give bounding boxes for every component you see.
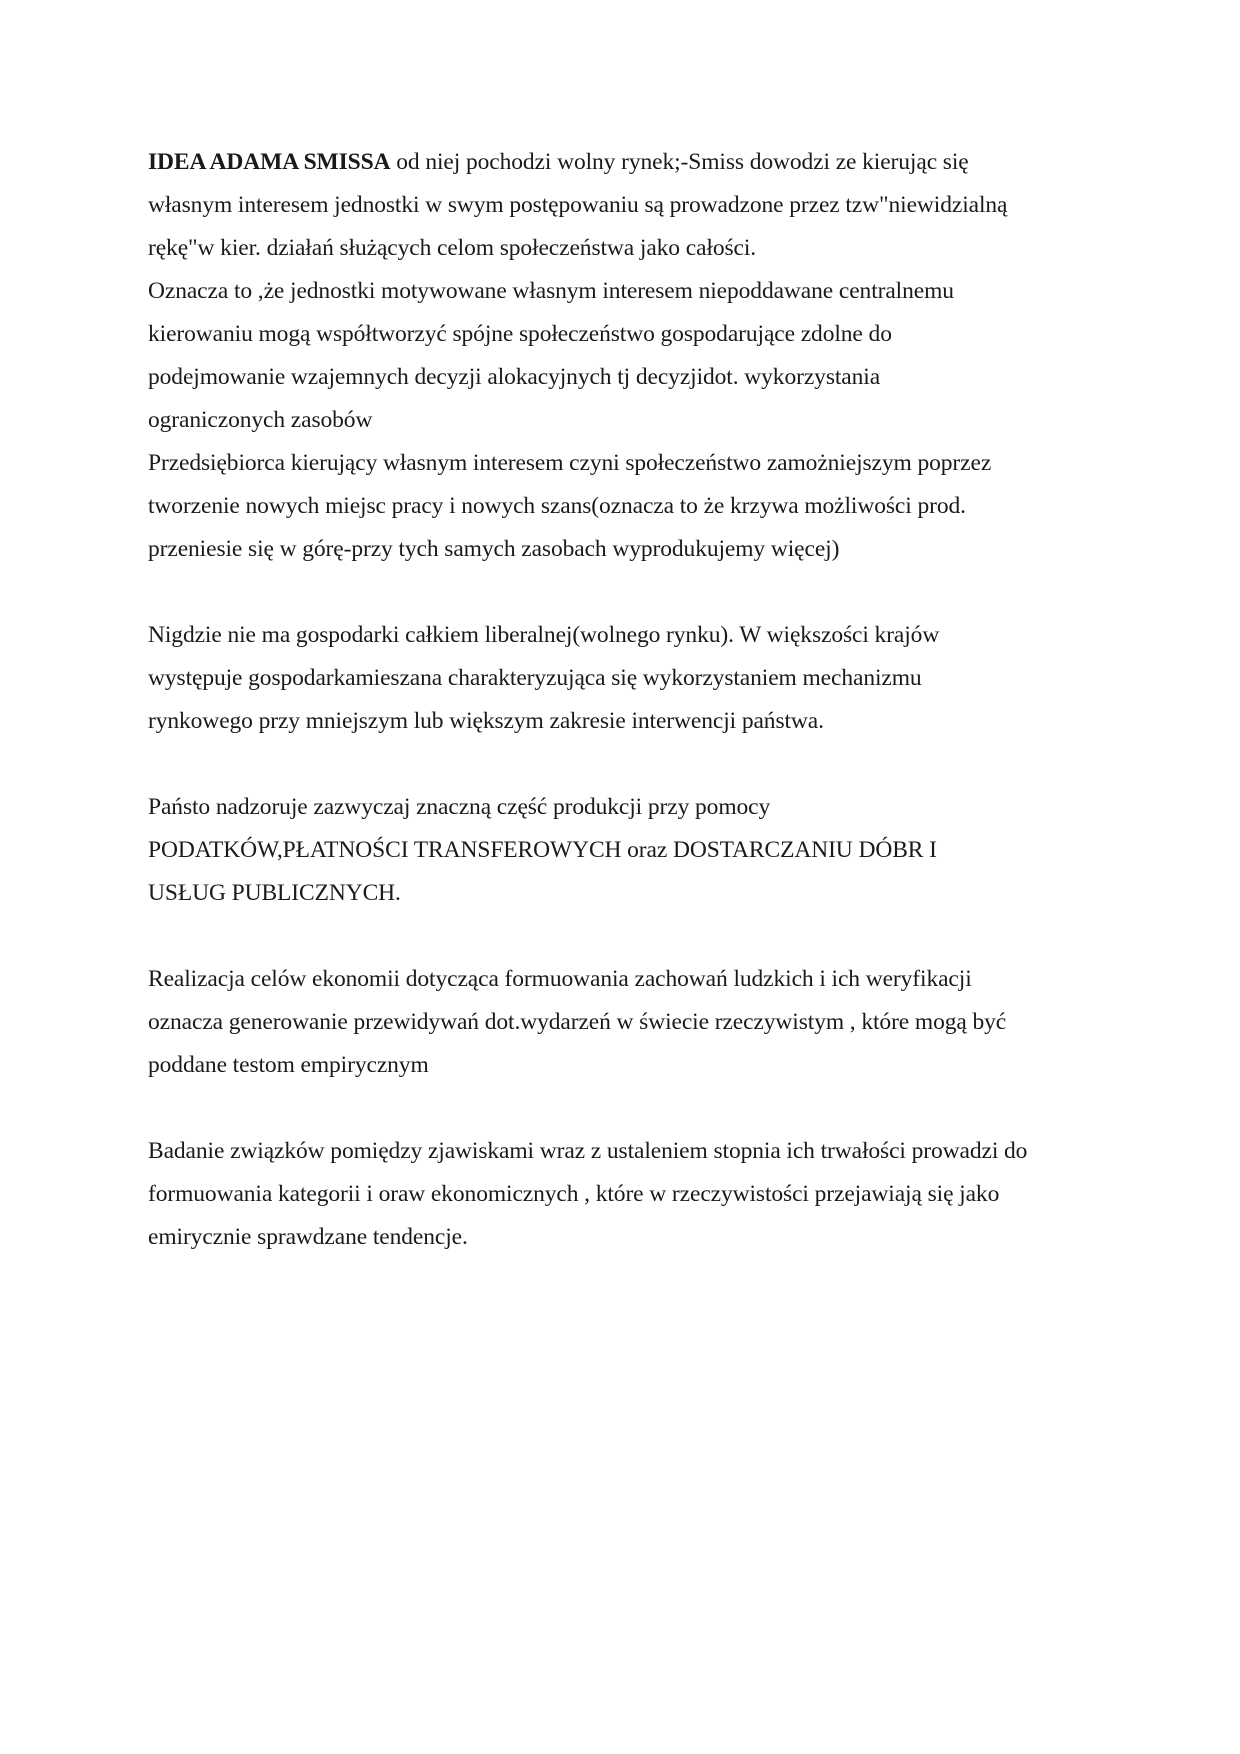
paragraph-line: przeniesie się w górę-przy tych samych zasobach wyprodukujemy więcej)	[148, 536, 840, 562]
paragraph-line: kierowaniu mogą współtworzyć spójne społeczeństwo gospodarujące zdolne do	[148, 321, 892, 347]
paragraph-line: tworzenie nowych miejsc pracy i nowych szans(oznacza to że krzywa możliwości prod.	[148, 493, 966, 519]
line-text: od niej pochodzi wolny rynek;-Smiss dowodzi ze kierując się	[390, 149, 969, 175]
paragraph-line: emirycznie sprawdzane tendencje.	[148, 1224, 468, 1250]
paragraph-line: oznacza generowanie przewidywań dot.wydarzeń w świecie rzeczywistym , które mogą być	[148, 1009, 1007, 1035]
paragraph-line: występuje gospodarkamieszana charakteryzująca się wykorzystaniem mechanizmu	[148, 665, 922, 691]
paragraph-line: PODATKÓW,PŁATNOŚCI TRANSFEROWYCH oraz DOSTARCZANIU DÓBR I	[148, 837, 937, 863]
heading-idea-adama-smissa: IDEA ADAMA SMISSA	[148, 149, 391, 175]
paragraph-spacer	[148, 571, 1098, 614]
paragraph-economics-goals	[148, 958, 1098, 1087]
paragraph-line: Państo nadzoruje zazwyczaj znaczną część produkcji przy pomocy	[148, 794, 771, 820]
paragraph-line: ograniczonych zasobów	[148, 407, 373, 433]
paragraph-line: Przedsiębiorca kierujący własnym interesem czyni społeczeństwo zamożniejszym poprzez	[148, 450, 992, 476]
paragraph-state-control	[148, 786, 1098, 915]
paragraph-line	[148, 141, 1098, 184]
paragraph-spacer	[148, 915, 1098, 958]
paragraph-mixed-economy	[148, 614, 1098, 743]
paragraph-line: Badanie związków pomiędzy zjawiskami wraz z ustaleniem stopnia ich trwałości prowadzi do	[148, 1138, 1028, 1164]
paragraph-adam-smith	[148, 141, 1098, 571]
paragraph-line: poddane testom empirycznym	[148, 1052, 429, 1078]
paragraph-line: rynkowego przy mniejszym lub większym zakresie interwencji państwa.	[148, 708, 824, 734]
paragraph-spacer	[148, 1087, 1098, 1130]
paragraph-spacer	[148, 743, 1098, 786]
paragraph-line: formuowania kategorii i oraw ekonomicznych , które w rzeczywistości przejawiają się jako	[148, 1181, 1000, 1207]
paragraph-line: Realizacja celów ekonomii dotycząca formuowania zachowań ludzkich i ich weryfikacji	[148, 966, 972, 992]
paragraph-line: własnym interesem jednostki w swym postępowaniu są prowadzone przez tzw"niewidzialną	[148, 192, 1008, 218]
paragraph-line: podejmowanie wzajemnych decyzji alokacyjnych tj decyzjidot. wykorzystania	[148, 364, 881, 390]
paragraph-line: USŁUG PUBLICZNYCH.	[148, 880, 401, 906]
paragraph-line: Oznacza to ,że jednostki motywowane własnym interesem niepoddawane centralnemu	[148, 278, 954, 304]
document-body	[148, 141, 1098, 1259]
paragraph-economic-laws	[148, 1130, 1098, 1259]
paragraph-line: Nigdzie nie ma gospodarki całkiem liberalnej(wolnego rynku). W większości krajów	[148, 622, 940, 648]
paragraph-line: rękę"w kier. działań służących celom społeczeństwa jako całości.	[148, 235, 757, 261]
